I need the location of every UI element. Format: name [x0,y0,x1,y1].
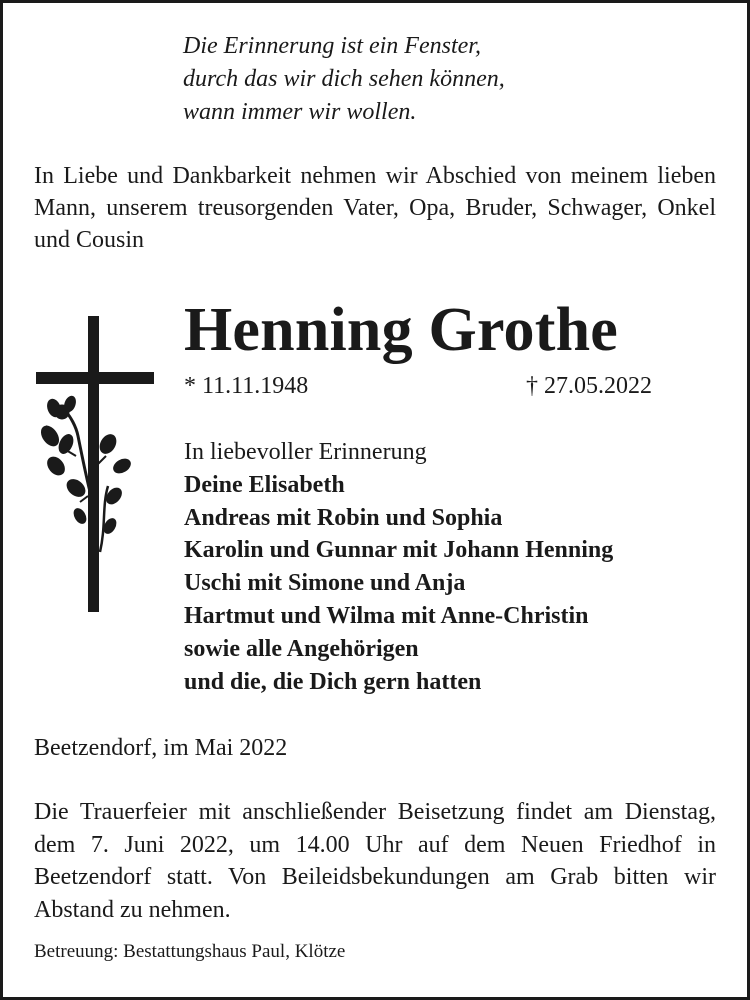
poem-line: Die Erinnerung ist ein Fenster, [183,33,481,59]
birth-date: * 11.11.1948 [184,373,309,399]
rose-icon [38,395,133,566]
deceased-name: Henning Grothe [184,296,618,364]
death-date: † 27.05.2022 [526,373,652,399]
mourner-line: und die, die Dich gern hatten [184,668,482,695]
mourner-line: Karolin und Gunnar mit Johann Henning [184,537,614,564]
mourners-heading: In liebevoller Erinnerung [184,439,427,465]
mourner-line: Andreas mit Robin und Sophia [184,504,503,531]
mourner-line: Deine Elisabeth [184,471,345,498]
poem-line: durch das wir dich sehen können, [183,66,505,92]
cross-horizontal-beam [36,372,154,384]
mourner-line: Hartmut und Wilma mit Anne-Christin [184,602,589,629]
memorial-poem [183,30,505,129]
place-and-date: Beetzendorf, im Mai 2022 [34,735,288,761]
mourners-list [184,436,613,698]
intro-text: In Liebe und Dankbarkeit nehmen wir Abschied von meinem lieben Mann, unserem treusorgenden Vater, Opa, Bruder, Schwager, Onkel und Cousin [34,163,716,253]
funeral-notice: Die Trauerfeier mit anschließender Beisetzung findet am Dienstag, dem 7. Juni 2022, um 14.00 Uhr auf dem Neuen Friedhof in Beetzendorf statt. Von Beileidsbekundungen am Grab bitten wir Abstand zu nehmen. [34,799,716,923]
mourner-line: sowie alle Angehörigen [184,635,419,662]
cross-icon [36,316,154,612]
mourner-line: Uschi mit Simone und Anja [184,570,466,597]
funeral-home-note: Betreuung: Bestattungshaus Paul, Klötze [34,941,346,962]
poem-line: wann immer wir wollen. [183,99,417,125]
